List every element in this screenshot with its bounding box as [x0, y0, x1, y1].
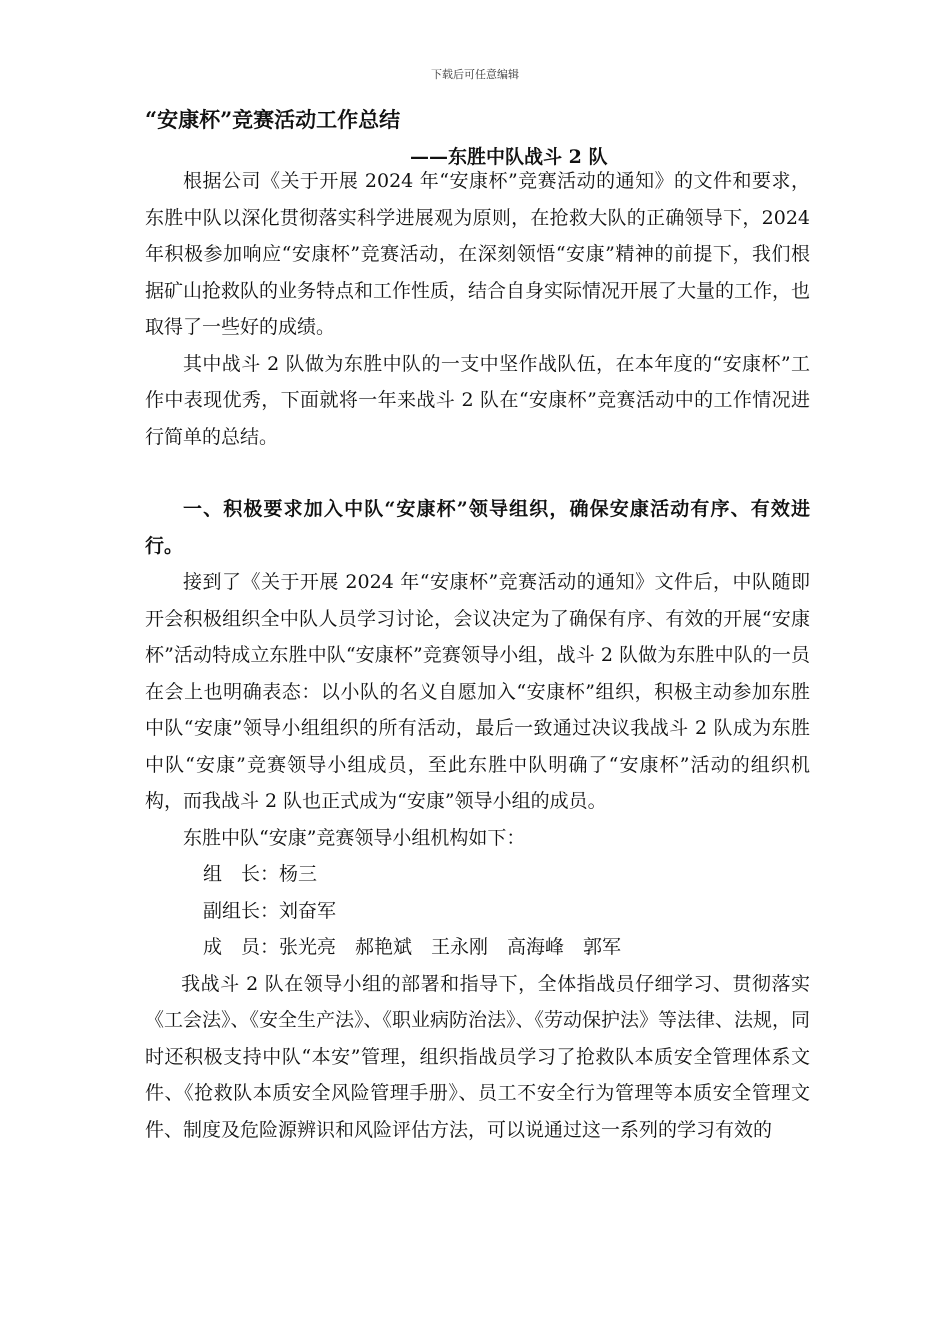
closing-paragraph: 我战斗 2 队在领导小组的部署和指导下，全体指战员仔细学习、贯彻落实《工会法》、《安全生产法》、《职业病防治法》、《劳动保护法》等法律、法规，同时还积极支持中队“本安”管理，组织指战员学习了抢救队本质安全管理体系文件、《抢救队本质安全风险管理手册》、员工不安全行为管理等本质安全管理文件、制度及危险源辨识和风险评估方法，可以说通过这一系列的学习有效的 [145, 972, 811, 1141]
document-body [145, 163, 810, 1148]
intro-paragraph: 根据公司《关于开展 2024 年“安康杯”竞赛活动的通知》的文件和要求，东胜中队以深化贯彻落实科学进展观为原则，在抢救大队的正确领导下，2024 年积极参加响应“安康杯”竞赛活动，在深刻领悟“安康”精神的前提下，我们根据矿山抢救队的业务特点和工作性质，结合自身实际情况开展了大量的工作，也取得了一些好的成绩。 [145, 170, 811, 338]
page-header: 下载后可任意编辑 [431, 68, 519, 81]
document-subtitle: ——东胜中队战斗 2 队 [410, 146, 608, 168]
section-heading: 一、积极要求加入中队“安康杯”领导组织，确保安康活动有序、有效进行。 [145, 498, 810, 557]
org-intro: 东胜中队“安康”竞赛领导小组机构如下： [183, 826, 526, 849]
section-paragraph: 接到了《关于开展 2024 年“安康杯”竞赛活动的通知》文件后，中队随即开会积极组织全中队人员学习讨论，会议决定为了确保有序、有效的开展“安康杯”活动特成立东胜中队“安康杯”竞赛领导小组，战斗 2 队做为东胜中队的一员在会上也明确表态：以小队的名义自愿加入“安康杯”组织，积极主动参加东胜中队“安康”领导小组组织的所有活动，最后一致通过决议我战斗 2 队成为东胜中队“安康”竞赛领导小组成员，至此东胜中队明确了“安康杯”活动的组织机构，而我战斗 2 队也正式成为“安康”领导小组的成员。 [145, 571, 810, 812]
org-deputy: 副组长：刘奋军 [203, 899, 337, 922]
document-title: “安康杯”竞赛活动工作总结 [145, 107, 401, 132]
org-leader: 组 长：杨三 [203, 863, 318, 885]
intro-paragraph: 其中战斗 2 队做为东胜中队的一支中坚作战队伍，在本年度的“安康杯”工作中表现优秀，下面就将一年来战斗 2 队在“安康杯”竞赛活动中的工作情况进行简单的总结。 [145, 352, 810, 448]
org-members: 成 员：张光亮 郝艳斌 王永刚 高海峰 郭军 [203, 936, 622, 958]
